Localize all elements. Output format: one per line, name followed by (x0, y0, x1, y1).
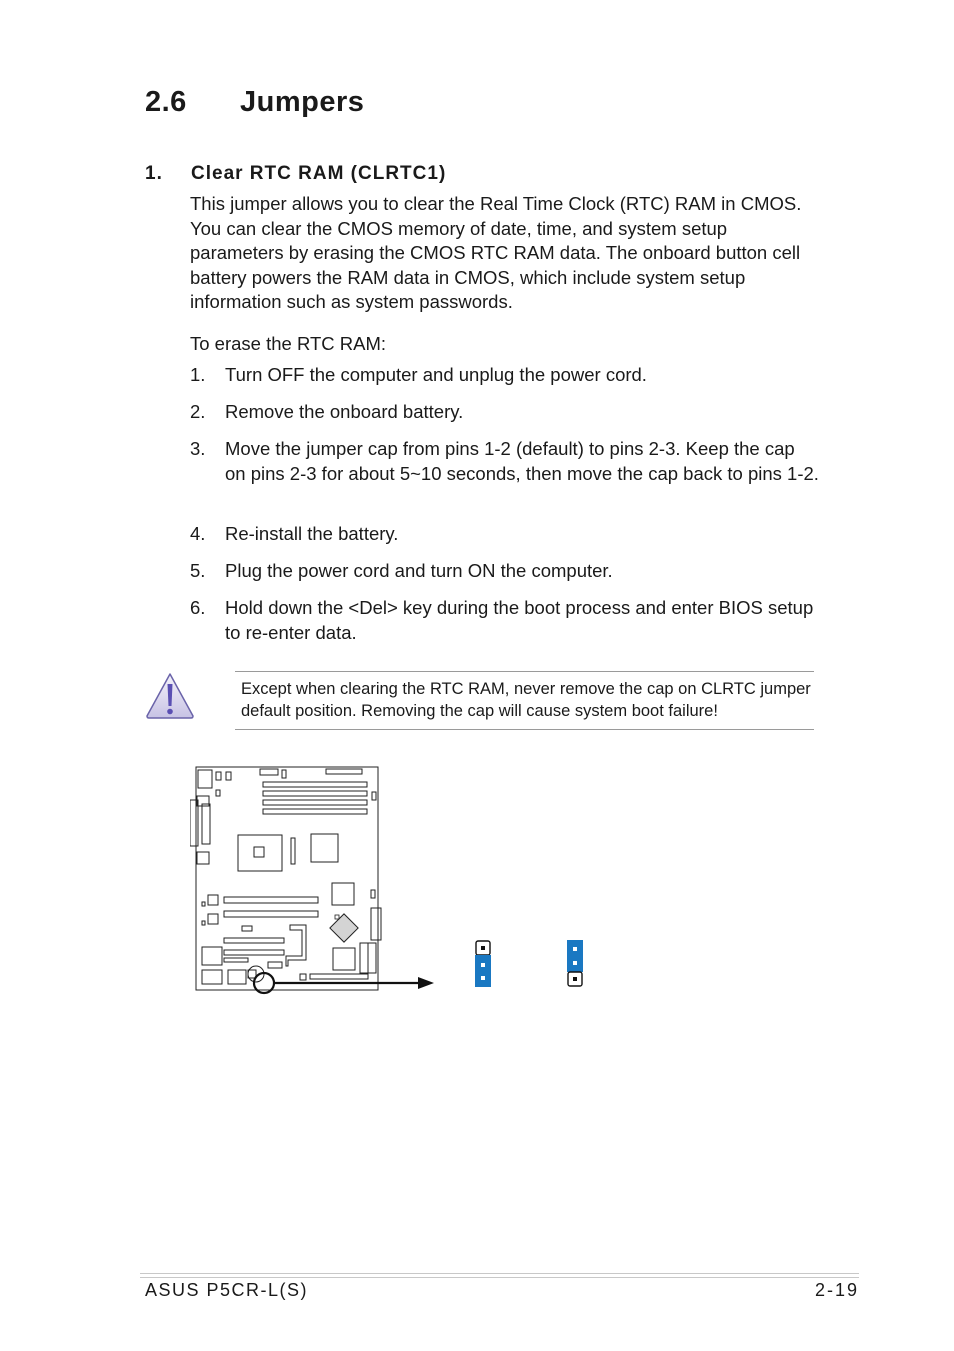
caution-top-rule (235, 671, 814, 672)
jumper-cap (475, 955, 491, 987)
step-text: Plug the power cord and turn ON the computer. (225, 560, 613, 581)
footer-product-name: ASUS P5CR-L(S) (145, 1280, 309, 1300)
motherboard-outline (190, 767, 381, 990)
step-item (190, 522, 820, 547)
subsection-title: Clear RTC RAM (CLRTC1) (191, 163, 447, 184)
section-number: 2.6 (145, 86, 187, 118)
step-text: Re-install the battery. (225, 523, 399, 544)
motherboard-diagram (190, 760, 610, 1000)
step-text: Remove the onboard battery. (225, 401, 464, 422)
section-heading (145, 86, 364, 119)
step-item (190, 437, 820, 486)
jumper-cap (567, 940, 583, 972)
subsection-heading (145, 163, 446, 185)
step-number: 6. (190, 597, 206, 618)
step-item (190, 363, 820, 388)
footer-page-number: 2-19 (814, 1280, 859, 1300)
step-number: 4. (190, 523, 206, 544)
section-title: Jumpers (240, 86, 365, 118)
step-text: Move the jumper cap from pins 1-2 (default) to pins 2-3. Keep the cap on pins 2-3 for about 5~10 seconds, then move the cap back to pins 1-2. (225, 438, 819, 484)
chipset-heatsink (330, 914, 358, 942)
steps-intro: To erase the RTC RAM: (190, 333, 387, 354)
step-number: 1. (190, 364, 206, 385)
jumper-clear-pins (567, 940, 583, 986)
pointer-arrow-head (418, 977, 434, 989)
footer-rule (140, 1273, 859, 1278)
step-text: Hold down the <Del> key during the boot process and enter BIOS setup to re-enter data. (225, 597, 814, 643)
warning-triangle-icon (145, 672, 195, 720)
step-item (190, 400, 820, 425)
subsection-number: 1. (145, 163, 163, 184)
step-text: Turn OFF the computer and unplug the power cord. (225, 364, 647, 385)
caution-bottom-rule (235, 729, 814, 730)
step-number: 5. (190, 560, 206, 581)
step-number: 3. (190, 438, 206, 459)
step-number: 2. (190, 401, 206, 422)
step-item (190, 596, 820, 645)
step-item (190, 559, 820, 584)
jumper-normal-pins (475, 941, 491, 987)
body-paragraph: This jumper allows you to clear the Real Time Clock (RTC) RAM in CMOS. You can clear the CMOS memory of date, time, and system setup parameters by erasing the CMOS RTC RAM data. The onboard button cell battery powers the RAM data in CMOS, which include system setup information such as system passwords. (190, 193, 802, 312)
caution-text: Except when clearing the RTC RAM, never remove the cap on CLRTC jumper default position. Removing the cap will cause system boot failure! (241, 680, 811, 720)
